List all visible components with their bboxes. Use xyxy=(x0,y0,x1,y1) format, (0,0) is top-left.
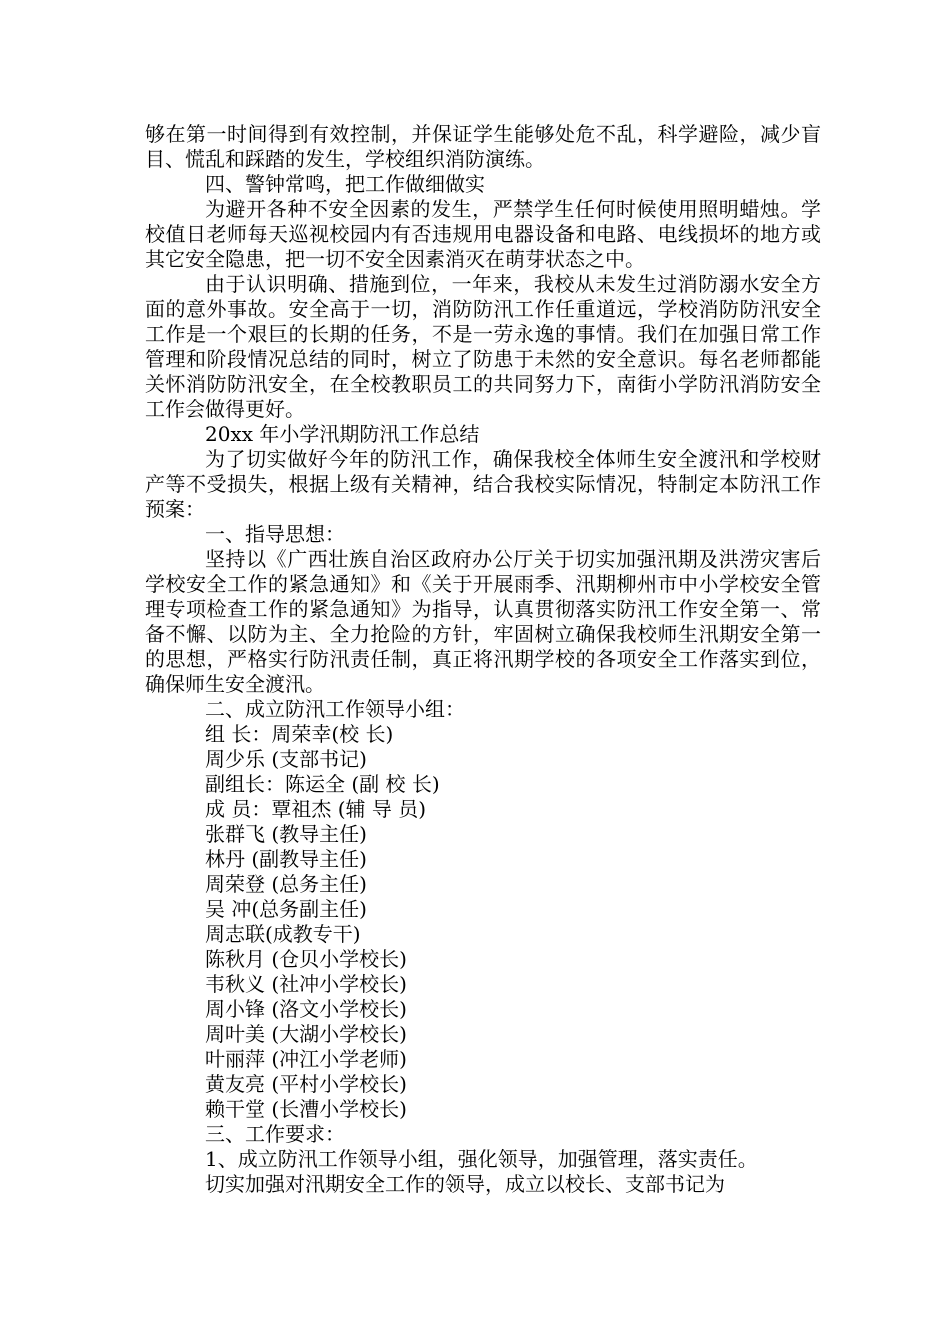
section-heading: 四、警钟常鸣，把工作做细做实 xyxy=(205,172,485,196)
paragraph: 为了切实做好今年的防汛工作，确保我校全体师生安全渡汛和学校财产等不受损失，根据上级有关精神，结合我校实际情况，特制定本防汛工作预案： xyxy=(145,447,821,521)
list-item: 周少乐 (支部书记) xyxy=(205,747,367,771)
paragraph: 1、成立防汛工作领导小组，强化领导，加强管理，落实责任。 xyxy=(205,1147,758,1171)
paragraph: 为避开各种不安全因素的发生，严禁学生任何时候使用照明蜡烛。学校值日老师每天巡视校园内有否违规用电器设备和电路、电线损坏的地方或其它安全隐患，把一切不安全因素消灭在萌芽状态之中。 xyxy=(145,197,821,271)
list-item: 林丹 (副教导主任) xyxy=(205,847,367,871)
document-body xyxy=(145,122,821,1197)
section-heading: 一、指导思想： xyxy=(205,522,345,546)
list-item: 吴 冲(总务副主任) xyxy=(205,897,367,921)
list-item: 组 长：周荣幸(校 长) xyxy=(205,722,394,746)
paragraph: 坚持以《广西壮族自治区政府办公厅关于切实加强汛期及洪涝灾害后学校安全工作的紧急通知》和《关于开展雨季、汛期柳州市中小学校安全管理专项检查工作的紧急通知》为指导，认真贯彻落实防汛工作安全第一、常备不懈、以防为主、全力抢险的方针，牢固树立确保我校师生汛期安全第一的思想，严格实行防汛责任制，真正将汛期学校的各项安全工作落实到位，确保师生安全渡汛。 xyxy=(145,547,821,696)
list-item: 张群飞 (教导主任) xyxy=(205,822,367,846)
paragraph: 切实加强对汛期安全工作的领导，成立以校长、支部书记为 xyxy=(205,1172,725,1196)
paragraph: 由于认识明确、措施到位，一年来，我校从未发生过消防溺水安全方面的意外事故。安全高于一切，消防防汛工作任重道远，学校消防防汛安全工作是一个艰巨的长期的任务，不是一劳永逸的事情。我们在加强日常工作管理和阶段情况总结的同时，树立了防患于未然的安全意识。每名老师都能关怀消防防汛安全，在全校教职员工的共同努力下，南街小学防汛消防安全工作会做得更好。 xyxy=(145,272,821,421)
list-item: 副组长：陈运全 (副 校 长) xyxy=(205,772,440,796)
list-item: 周志联(成教专干) xyxy=(205,922,361,946)
list-item: 周叶美 (大湖小学校长) xyxy=(205,1022,407,1046)
section-heading: 二、成立防汛工作领导小组： xyxy=(205,697,465,721)
paragraph: 够在第一时间得到有效控制，并保证学生能够处危不乱，科学避险，减少盲目、慌乱和踩踏的发生，学校组织消防演练。 xyxy=(145,122,821,171)
list-item: 周小锋 (洛文小学校长) xyxy=(205,997,407,1021)
list-item: 成 员：覃祖杰 (辅 导 员) xyxy=(205,797,427,821)
document-title: 20xx 年小学汛期防汛工作总结 xyxy=(205,422,480,446)
list-item: 叶丽萍 (冲江小学老师) xyxy=(205,1047,407,1071)
section-heading: 三、工作要求： xyxy=(205,1122,345,1146)
list-item: 韦秋义 (社冲小学校长) xyxy=(205,972,407,996)
list-item: 周荣登 (总务主任) xyxy=(205,872,367,896)
list-item: 赖干堂 (长漕小学校长) xyxy=(205,1097,407,1121)
list-item: 陈秋月 (仓贝小学校长) xyxy=(205,947,407,971)
list-item: 黄友亮 (平村小学校长) xyxy=(205,1072,407,1096)
